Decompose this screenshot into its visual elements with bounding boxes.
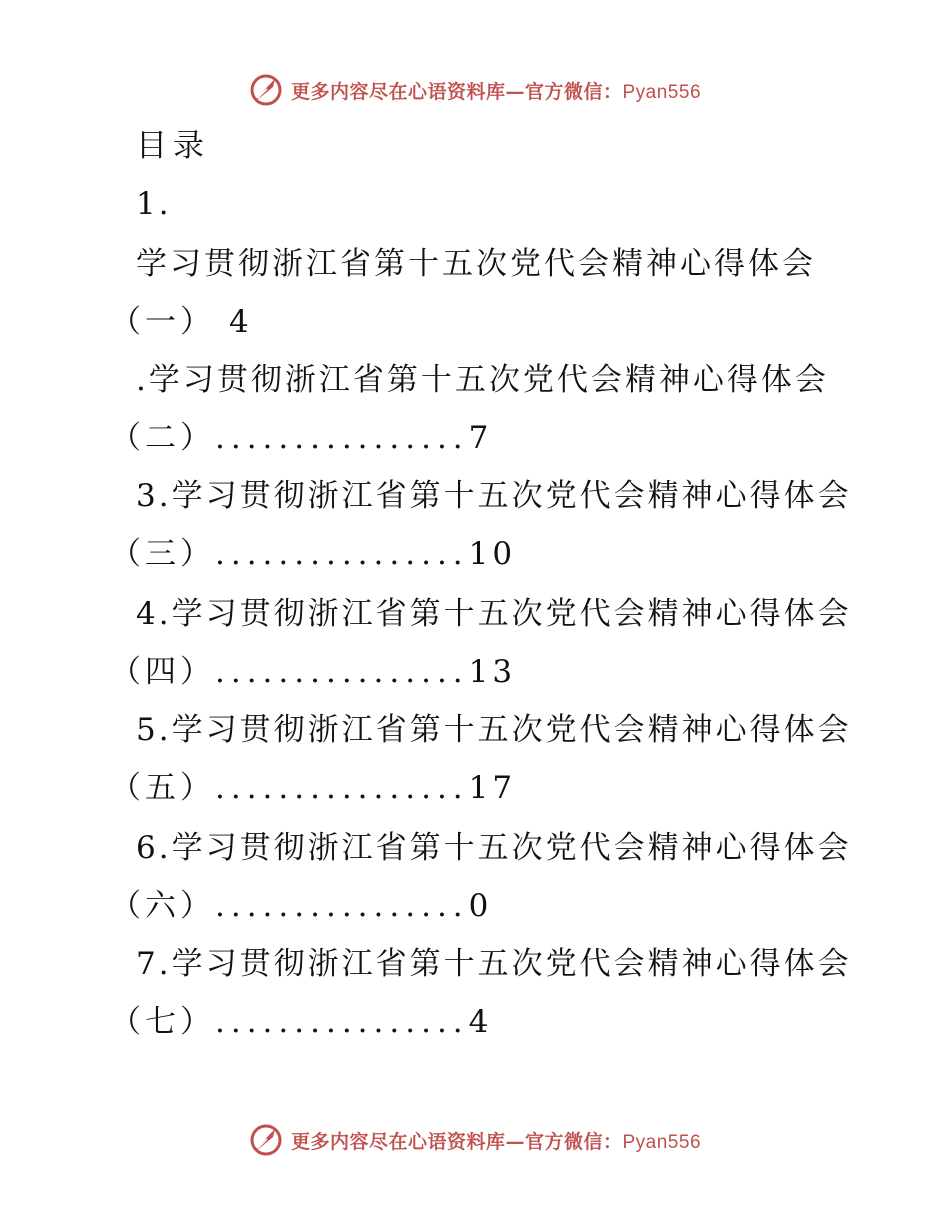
footer-banner <box>0 1120 950 1160</box>
toc-first-number: 1. <box>136 186 172 222</box>
banner-text: 更多内容尽在心语资料库—官方微信：Pyan556 <box>290 80 702 103</box>
toc-entry-2-sub[interactable]: （二）................7 <box>110 420 493 456</box>
quill-logo-icon <box>249 73 283 107</box>
toc-title: 目录 <box>136 128 210 164</box>
toc-entry-6-sub[interactable]: （六）................0 <box>110 888 493 924</box>
toc-entry-2-title[interactable]: .学习贯彻浙江省第十五次党代会精神心得体会 <box>136 362 829 398</box>
wechat-id: Pyan556 <box>622 1131 702 1153</box>
toc-entry-3-sub[interactable]: （三）................10 <box>110 536 517 572</box>
toc-entry-7-title[interactable]: 7.学习贯彻浙江省第十五次党代会精神心得体会 <box>136 946 852 982</box>
toc-entry-4-sub[interactable]: （四）................13 <box>110 654 517 690</box>
quill-logo-icon <box>249 1123 283 1157</box>
header-banner <box>0 70 950 110</box>
toc-entry-3-title[interactable]: 3.学习贯彻浙江省第十五次党代会精神心得体会 <box>136 478 852 514</box>
toc-entry-4-title[interactable]: 4.学习贯彻浙江省第十五次党代会精神心得体会 <box>136 596 852 632</box>
toc-entry-1-title[interactable]: 学习贯彻浙江省第十五次党代会精神心得体会 <box>136 246 816 282</box>
toc-entry-7-sub[interactable]: （七）................4 <box>110 1004 493 1040</box>
toc-entry-1-sub[interactable]: （一） 4 <box>110 304 253 340</box>
toc-entry-5-title[interactable]: 5.学习贯彻浙江省第十五次党代会精神心得体会 <box>136 712 852 748</box>
toc-entry-5-sub[interactable]: （五）................17 <box>110 770 517 806</box>
toc-entry-6-title[interactable]: 6.学习贯彻浙江省第十五次党代会精神心得体会 <box>136 830 852 866</box>
wechat-id: Pyan556 <box>622 81 702 103</box>
banner-text: 更多内容尽在心语资料库—官方微信：Pyan556 <box>290 1130 702 1153</box>
